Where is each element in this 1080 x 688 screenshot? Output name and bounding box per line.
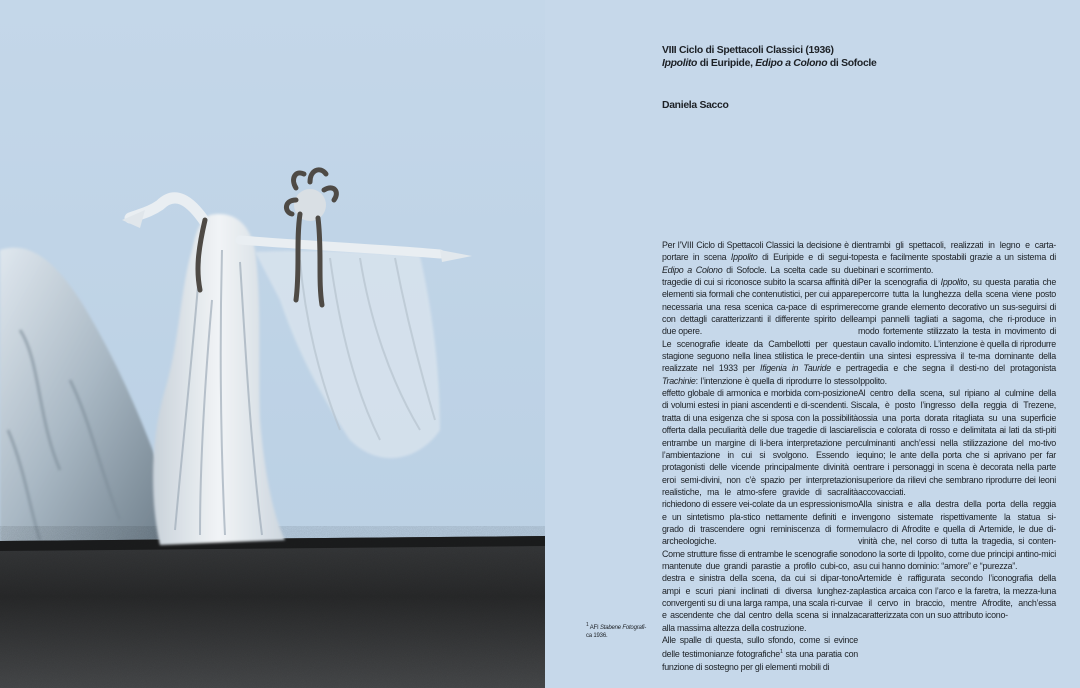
paragraph-strutture: Come strutture fisse di entrambe le scenografie sono mantenute due grandi parastie a profilo cubi-co, a destra e sinistra della scena, da cui si dipar-tono ampi e scuri piani inclinati di diversa lunghez-za convergenti su di una larga rampa, una scala ri-curva e ascendente che dal centro della scena si innalza alla massima altezza della costruzione. [662, 548, 858, 633]
paragraph-spalle: Alle spalle di questa, sullo sfondo, come si evince delle testimonianze fotografiche$^1$ sta una paratia con funzione di sostegno per gli elementi mobili di [662, 635, 858, 672]
cycle-title: VIII Ciclo di Spettacoli Classici (1936) [662, 45, 834, 56]
paragraph-statue: Alla sinistra e alla destra della porta della reggia vengono sistemate rispettivamente la statua si-mulacro di Afrodite e quella di Artemide, le due di-vinità che, nel corso di tutta la tragedia, si conten-dono la sorte di Ippolito, come due principi antino-mici su cui hanno dominio: “amore” e “purezza”. [858, 499, 1056, 571]
title-join-2: di Sofocle [827, 58, 877, 69]
text-column-left [662, 239, 858, 673]
article-header [662, 44, 1062, 70]
title-edipo: Edipo a Colono [755, 58, 828, 69]
plays-title [662, 57, 1062, 70]
footnote: $^1$ AFI Stabene Fotografi- ca 1936. [586, 622, 647, 639]
paragraph-spalle-continued: entrambi gli spettacoli, realizzati in legno e carta-pesta e facilmente spostabili grazie a un sistema di binari e scorrimento. [858, 240, 1056, 275]
paragraph-artemide: Artemide è raffigurata secondo l’iconografia della plastica arcaica con l’arco e la faretra, la mezza-luna e il cervo in braccio, mentre Afrodite, anch’essa caratterizzata con un suo attributo icono- [858, 573, 1056, 621]
title-ippolito: Ippolito [662, 58, 698, 69]
author-name: Daniela Sacco [662, 100, 729, 111]
paragraph-scenografie: Le scenografie ideate da Cambellotti per questa stagione seguono nella linea stilistica le prece-denti realizzate nel 1933 per Ifigenia in Tauride e per Trachinie: l’intenzione è quella di riprodurre lo stesso effetto globale di armonica e morbida com-posizione di volumi estesi in piani ascendenti e di-scendenti. Si tratta di una esigenza che si sposa con la possibilità offerta dalla peculiarità delle due tragedie di lasciare entrambe un margine di li-bera interpretazione per l’ambientazione in cui si svolgono. Essendo i protagonisti delle vicende principalmente divinità o eroi semi-divini, non c’è spazio per interpretazioni realistiche, ma le atmo-sfere gravide di sacralità richiedono di essere vei-colate da un espressionismo e un sintetismo pla-stico nettamente definiti e in grado di trascendere ogni reminiscenza di forme archeologiche. [662, 338, 859, 547]
paragraph-paratia: Per la scenografia di Ippolito, su questa paratia che percorre tutta la lunghezza della scena viene posto come grande elemento decorativo un sus-seguirsi di ampi pannelli tagliati a sagoma, che ri-produce in modo fortemente stilizzato la testa in movimento di un cavallo indomito. L’intenzione è quella di riprodurre in una sintesi espressiva il te-ma dominante della tragedia e che segna il desti-no del protagonista Ippolito. [858, 277, 1057, 386]
title-join-1: di Euripide, [697, 58, 756, 69]
paragraph-centro: Al centro della scena, sul ripiano al culmine della scala, è posto l’ingresso della reggia di Trezene, ossia una porta dorata ritagliata su una superficie liscia e colorata di rosso e delimitata ai lati da sti-piti culminanti anch’essi nella stilizzazione del mo-tivo equino; le ante della porta che si aprivano per far entrare i personaggi in scena è decorata nella parte superiore da rilievi che sembrano riprodurre dei leoni accovacciati. [858, 388, 1056, 497]
paragraph-intro: Per l’VIII Ciclo di Spettacoli Classici la decisione è di portare in scena Ippolito di Euripide e di segui-to Edipo a Colono di Sofocle. La scelta cade su due tragedie di cui si riconosce subito la scarsa affinità di elementi sia formali che contenutistici, per cui appare necessaria una resa scenica ca-pace di esprimere con dettagli caratterizzanti il differente spirito delle due opere. [662, 240, 859, 337]
text-column-right [858, 239, 1056, 622]
